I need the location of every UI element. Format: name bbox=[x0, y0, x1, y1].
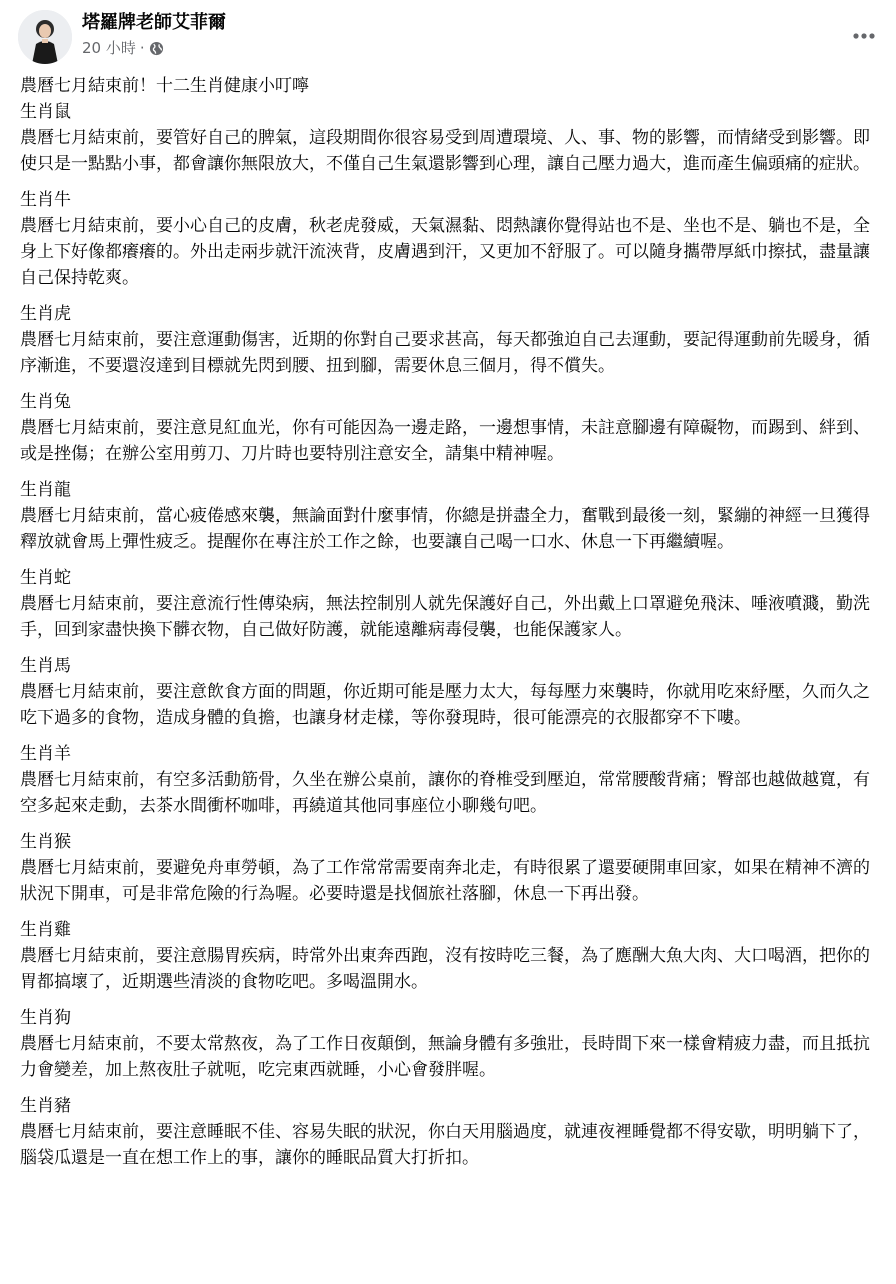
section-heading: 生肖牛 bbox=[20, 190, 71, 210]
zodiac-section-pig bbox=[20, 1093, 882, 1171]
section-text: 農曆七月結束前，要管好自己的脾氣，這段期間你很容易受到周遭環境、人、事、物的影響，而情緒受到影響。即使只是一點點小事，都會讓你無限放大，不僅自己生氣還影響到心理，讓自己壓力過大，進而產生偏頭痛的症狀。 bbox=[20, 128, 870, 174]
section-heading: 生肖狗 bbox=[20, 1008, 71, 1028]
section-heading: 生肖虎 bbox=[20, 304, 71, 324]
more-options-button[interactable] bbox=[846, 18, 882, 54]
section-text: 農曆七月結束前，要注意見紅血光，你有可能因為一邊走路，一邊想事情，未註意腳邊有障礙物，而踢到、絆到、或是挫傷；在辦公室用剪刀、刀片時也要特別注意安全，請集中精神喔。 bbox=[20, 418, 870, 464]
section-text: 農曆七月結束前，要注意睡眠不佳、容易失眠的狀況，你白天用腦過度，就連夜裡睡覺都不得安歇，明明躺下了，腦袋瓜還是一直在想工作上的事，讓你的睡眠品質大打折扣。 bbox=[20, 1122, 870, 1168]
globe-icon bbox=[149, 41, 164, 56]
avatar[interactable] bbox=[18, 10, 72, 64]
section-heading: 生肖兔 bbox=[20, 392, 71, 412]
section-heading: 生肖羊 bbox=[20, 744, 71, 764]
section-text: 農曆七月結束前，要注意流行性傳染病，無法控制別人就先保護好自己，外出戴上口罩避免飛沫、唾液噴濺，勤洗手，回到家盡快換下髒衣物，自己做好防護，就能遠離病毒侵襲，也能保護家人。 bbox=[20, 594, 870, 640]
zodiac-section-ox bbox=[20, 187, 882, 291]
section-heading: 生肖馬 bbox=[20, 656, 71, 676]
zodiac-section-rooster bbox=[20, 917, 882, 995]
avatar-image bbox=[18, 10, 72, 64]
zodiac-section-dragon bbox=[20, 477, 882, 555]
section-heading: 生肖蛇 bbox=[20, 568, 71, 588]
zodiac-section-rabbit bbox=[20, 389, 882, 467]
section-text: 農曆七月結束前，要注意運動傷害，近期的你對自己要求甚高，每天都強迫自己去運動，要記得運動前先暖身，循序漸進，不要還沒達到目標就先閃到腰、扭到腳，需要休息三個月，得不償失。 bbox=[20, 330, 870, 376]
post-body bbox=[20, 73, 882, 1181]
zodiac-section-tiger bbox=[20, 301, 882, 379]
section-text: 農曆七月結束前，有空多活動筋骨，久坐在辦公桌前，讓你的脊椎受到壓迫，常常腰酸背痛；臀部也越做越寬，有空多起來走動，去茶水間衝杯咖啡，再繞道其他同事座位小聊幾句吧。 bbox=[20, 770, 870, 816]
more-horizontal-icon bbox=[852, 32, 876, 40]
post-meta bbox=[82, 38, 164, 58]
section-text: 農曆七月結束前，要避免舟車勞頓，為了工作常常需要南奔北走，有時很累了還要硬開車回家，如果在精神不濟的狀況下開車，可是非常危險的行為喔。必要時還是找個旅社落腳，休息一下再出發。 bbox=[20, 858, 870, 904]
section-heading: 生肖鼠 bbox=[20, 102, 71, 122]
section-text: 農曆七月結束前，要注意飲食方面的問題，你近期可能是壓力太大，每每壓力來襲時，你就用吃來紓壓，久而久之吃下過多的食物，造成身體的負擔，也讓身材走樣，等你發現時，很可能漂亮的衣服都穿不下嘍。 bbox=[20, 682, 870, 728]
section-text: 農曆七月結束前，當心疲倦感來襲，無論面對什麼事情，你總是拼盡全力，奮戰到最後一刻，緊繃的神經一旦獲得釋放就會馬上彈性疲乏。提醒你在專注於工作之餘，也要讓自己喝一口水、休息一下再繼續喔。 bbox=[20, 506, 870, 552]
zodiac-section-monkey bbox=[20, 829, 882, 907]
author-name[interactable]: 塔羅牌老師艾菲爾 bbox=[82, 12, 226, 33]
post-title: 農曆七月結束前！十二生肖健康小叮嚀 bbox=[20, 76, 309, 96]
zodiac-section-horse bbox=[20, 653, 882, 731]
scroll-fade bbox=[0, 1260, 896, 1284]
section-heading: 生肖豬 bbox=[20, 1096, 71, 1116]
post-time[interactable]: 20 小時 bbox=[82, 39, 136, 57]
meta-separator: · bbox=[139, 39, 145, 57]
section-heading: 生肖龍 bbox=[20, 480, 71, 500]
section-heading: 生肖猴 bbox=[20, 832, 71, 852]
zodiac-section-dog bbox=[20, 1005, 882, 1083]
zodiac-section-goat bbox=[20, 741, 882, 819]
zodiac-section-snake bbox=[20, 565, 882, 643]
section-text: 農曆七月結束前，要小心自己的皮膚，秋老虎發威，天氣濕黏、悶熱讓你覺得站也不是、坐也不是、躺也不是，全身上下好像都癢癢的。外出走兩步就汗流浹背，皮膚遇到汗，又更加不舒服了。可以隨身攜帶厚紙巾擦拭，盡量讓自己保持乾爽。 bbox=[20, 216, 870, 288]
section-text: 農曆七月結束前，要注意腸胃疾病，時常外出東奔西跑，沒有按時吃三餐，為了應酬大魚大肉、大口喝酒，把你的胃都搞壞了，近期選些清淡的食物吃吧。多喝溫開水。 bbox=[20, 946, 870, 992]
zodiac-section-rat bbox=[20, 99, 882, 177]
section-heading: 生肖雞 bbox=[20, 920, 71, 940]
section-text: 農曆七月結束前，不要太常熬夜，為了工作日夜顛倒，無論身體有多強壯，長時間下來一樣會精疲力盡，而且抵抗力會變差，加上熬夜肚子就呃，吃完東西就睡，小心會發胖喔。 bbox=[20, 1034, 870, 1080]
post-header bbox=[0, 0, 896, 70]
